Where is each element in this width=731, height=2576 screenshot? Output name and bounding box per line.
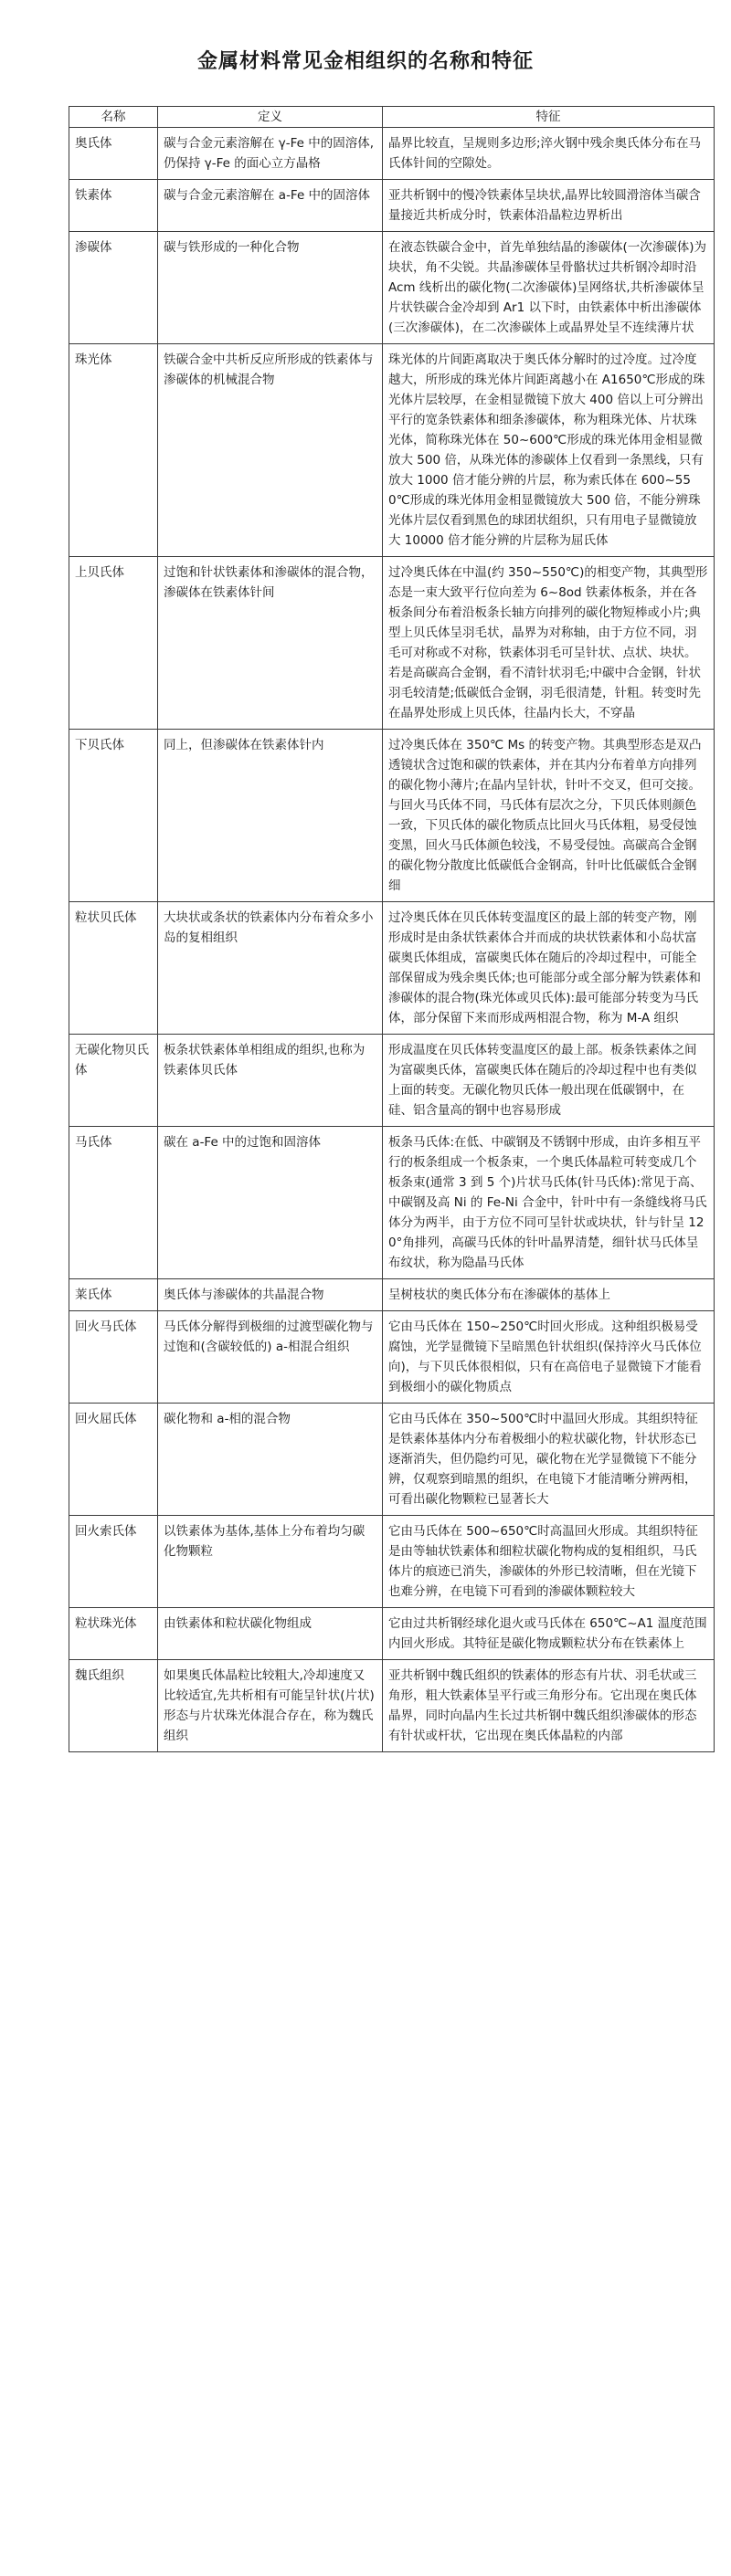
header-name: 名称 [69, 107, 158, 128]
cell-definition: 同上，但渗碳体在铁素体针内 [158, 730, 383, 902]
cell-feature: 亚共析钢中的慢冷铁素体呈块状,晶界比较圆滑溶体当碳含量接近共析成分时，铁素体沿晶粒边界析出 [383, 180, 715, 232]
cell-definition: 碳化物和 a-相的混合物 [158, 1404, 383, 1516]
table-row [69, 1279, 715, 1311]
table-row [69, 1127, 715, 1279]
cell-definition: 碳在 a-Fe 中的过饱和固溶体 [158, 1127, 383, 1279]
cell-definition: 铁碳合金中共析反应所形成的铁素体与渗碳体的机械混合物 [158, 344, 383, 557]
cell-definition: 碳与合金元素溶解在 γ-Fe 中的固溶体,仍保持 γ-Fe 的面心立方晶格 [158, 128, 383, 180]
cell-name: 莱氏体 [69, 1279, 158, 1311]
cell-definition: 碳与铁形成的一种化合物 [158, 232, 383, 344]
table-row [69, 557, 715, 730]
cell-feature: 它由马氏体在 150~250℃时回火形成。这种组织极易受腐蚀，光学显微镜下呈暗黑色针状组织(保持淬火马氏体位向)，与下贝氏体很相似，只有在高倍电子显微镜下才能看到极细小的碳化物质点 [383, 1311, 715, 1404]
cell-name: 奥氏体 [69, 128, 158, 180]
cell-feature: 形成温度在贝氏体转变温度区的最上部。板条铁素体之间为富碳奥氏体，富碳奥氏体在随后的冷却过程中也有类似上面的转变。无碳化物贝氏体一般出现在低碳钢中，在硅、铝含量高的钢中也容易形成 [383, 1035, 715, 1127]
cell-definition: 大块状或条状的铁素体内分布着众多小岛的复相组织 [158, 902, 383, 1035]
cell-name: 粒状珠光体 [69, 1608, 158, 1660]
cell-feature: 在液态铁碳合金中，首先单独结晶的渗碳体(一次渗碳体)为块状，角不尖锐。共晶渗碳体呈骨骼状过共析钢冷却时沿 Acm 线析出的碳化物(二次渗碳体)呈网络状,共析渗碳体呈片状铁碳合金冷却到 Ar1 以下时，由铁素体中析出渗碳体(三次渗碳体)，在二次渗碳体上或晶界处呈不连续薄片状 [383, 232, 715, 344]
table-row [69, 232, 715, 344]
cell-name: 回火索氏体 [69, 1516, 158, 1608]
table-row [69, 1035, 715, 1127]
cell-name: 粒状贝氏体 [69, 902, 158, 1035]
table-row [69, 1311, 715, 1404]
table-header-row [69, 107, 715, 128]
cell-name: 回火屈氏体 [69, 1404, 158, 1516]
cell-feature: 板条马氏体:在低、中碳钢及不锈钢中形成，由许多相互平行的板条组成一个板条束，一个奥氏体晶粒可转变成几个板条束(通常 3 到 5 个)片状马氏体(针马氏体):常见于高、中碳钢及高 Ni 的 Fe-Ni 合金中，针叶中有一条缝线将马氏体分为两半，由于方位不同可呈针状或块状，针与针呈 120°角排列，高碳马氏体的针叶晶界清楚，细针状马氏体呈布纹状，称为隐晶马氏体 [383, 1127, 715, 1279]
cell-name: 渗碳体 [69, 232, 158, 344]
cell-feature: 过冷奥氏体在贝氏体转变温度区的最上部的转变产物，刚形成时是由条状铁素体合并而成的块状铁素体和小岛状富碳奥氏体组成，富碳奥氏体在随后的冷却过程中，可能全部保留成为残余奥氏体;也可能部分或全部分解为铁素体和渗碳体的混合物(珠光体或贝氏体):最可能部分转变为马氏体，部分保留下来而形成两相混合物，称为 M-A 组织 [383, 902, 715, 1035]
cell-feature: 它由马氏体在 350~500℃时中温回火形成。其组织特征是铁素体基体内分布着极细小的粒状碳化物，针状形态已逐渐消失，但仍隐约可见，碳化物在光学显微镜下不能分辨，仅观察到暗黑的组织，在电镜下才能清晰分辨两相，可看出碳化物颗粒已显著长大 [383, 1404, 715, 1516]
cell-definition: 过饱和针状铁素体和渗碳体的混合物，渗碳体在铁素体针间 [158, 557, 383, 730]
cell-definition: 由铁素体和粒状碳化物组成 [158, 1608, 383, 1660]
cell-name: 下贝氏体 [69, 730, 158, 902]
cell-name: 马氏体 [69, 1127, 158, 1279]
header-definition: 定义 [158, 107, 383, 128]
table-row [69, 1608, 715, 1660]
cell-name: 珠光体 [69, 344, 158, 557]
cell-feature: 过冷奥氏体在中温(约 350~550℃)的相变产物，其典型形态是一束大致平行位向差为 6~8od 铁素体板条，并在各板条间分布着沿板条长轴方向排列的碳化物短棒或小片;典型上贝氏体呈羽毛状，晶界为对称轴，由于方位不同，羽毛可对称或不对称，铁素体羽毛可呈针状、点状、块状。若是高碳高合金钢，看不清针状羽毛;中碳中合金钢，针状羽毛较清楚;低碳低合金钢，羽毛很清楚，针粗。转变时先在晶界处形成上贝氏体，往晶内长大，不穿晶 [383, 557, 715, 730]
cell-name: 魏氏组织 [69, 1660, 158, 1752]
document-title: 金属材料常见金相组织的名称和特征 [196, 50, 534, 73]
table-row [69, 344, 715, 557]
table-row [69, 902, 715, 1035]
cell-name: 铁素体 [69, 180, 158, 232]
microstructure-table [69, 106, 715, 1752]
cell-definition: 碳与合金元素溶解在 a-Fe 中的固溶体 [158, 180, 383, 232]
cell-feature: 亚共析钢中魏氏组织的铁素体的形态有片状、羽毛状或三角形，粗大铁素体呈平行或三角形分布。它出现在奥氏体晶界，同时向晶内生长过共析钢中魏氏组织渗碳体的形态有针状或杆状，它出现在奥氏体晶粒的内部 [383, 1660, 715, 1752]
cell-name: 无碳化物贝氏体 [69, 1035, 158, 1127]
cell-feature: 过冷奥氏体在 350℃ Ms 的转变产物。其典型形态是双凸透镜状含过饱和碳的铁素体，并在其内分布着单方向排列的碳化物小薄片;在晶内呈针状，针叶不交叉，但可交接。与回火马氏体不同，马氏体有层次之分，下贝氏体则颜色一致，下贝氏体的碳化物质点比回火马氏体粗，易受侵蚀变黑，回火马氏体颜色较浅，不易受侵蚀。高碳高合金钢的碳化物分散度比低碳低合金钢高，针叶比低碳低合金钢细 [383, 730, 715, 902]
cell-feature: 它由马氏体在 500~650℃时高温回火形成。其组织特征是由等轴状铁素体和细粒状碳化物构成的复相组织，马氏体片的痕迹已消失，渗碳体的外形已较清晰，但在光镜下也难分辨，在电镜下可看到的渗碳体颗粒较大 [383, 1516, 715, 1608]
cell-definition: 板条状铁素体单相组成的组织,也称为铁素体贝氏体 [158, 1035, 383, 1127]
table-row [69, 128, 715, 180]
table-row [69, 1516, 715, 1608]
cell-feature: 珠光体的片间距离取决于奥氏体分解时的过冷度。过冷度越大，所形成的珠光体片间距离越小在 A1650℃形成的珠光体片层较厚，在金相显微镜下放大 400 倍以上可分辨出平行的宽条铁素体和细条渗碳体，称为粗珠光体、片状珠光体，简称珠光体在 50~600℃形成的珠光体用金相显微放大 500 倍，从珠光体的渗碳体上仅看到一条黑线，只有放大 1000 倍才能分辨的片层，称为索氏体在 600~550℃形成的珠光体用金相显微镜放大 500 倍，不能分辨珠光体片层仅看到黑色的球团状组织，只有用电子显微镜放大 10000 倍才能分辨的片层称为屈氏体 [383, 344, 715, 557]
cell-definition: 如果奥氏体晶粒比较粗大,冷却速度又比较适宜,先共析相有可能呈针状(片状)形态与片状珠光体混合存在，称为魏氏组织 [158, 1660, 383, 1752]
table-row [69, 1660, 715, 1752]
table-body [69, 128, 715, 1752]
cell-definition: 奥氏体与渗碳体的共晶混合物 [158, 1279, 383, 1311]
header-feature: 特征 [383, 107, 715, 128]
cell-definition: 以铁素体为基体,基体上分布着均匀碳化物颗粒 [158, 1516, 383, 1608]
table-row [69, 730, 715, 902]
cell-name: 回火马氏体 [69, 1311, 158, 1404]
cell-feature: 晶界比较直，呈规则多边形;淬火钢中残余奥氏体分布在马氏体针间的空隙处。 [383, 128, 715, 180]
table-row [69, 180, 715, 232]
cell-feature: 呈树枝状的奥氏体分布在渗碳体的基体上 [383, 1279, 715, 1311]
cell-name: 上贝氏体 [69, 557, 158, 730]
cell-definition: 马氏体分解得到极细的过渡型碳化物与过饱和(含碳较低的) a-相混合组织 [158, 1311, 383, 1404]
table-row [69, 1404, 715, 1516]
cell-feature: 它由过共析钢经球化退火或马氏体在 650℃~A1 温度范围内回火形成。其特征是碳化物成颗粒状分布在铁素体上 [383, 1608, 715, 1660]
